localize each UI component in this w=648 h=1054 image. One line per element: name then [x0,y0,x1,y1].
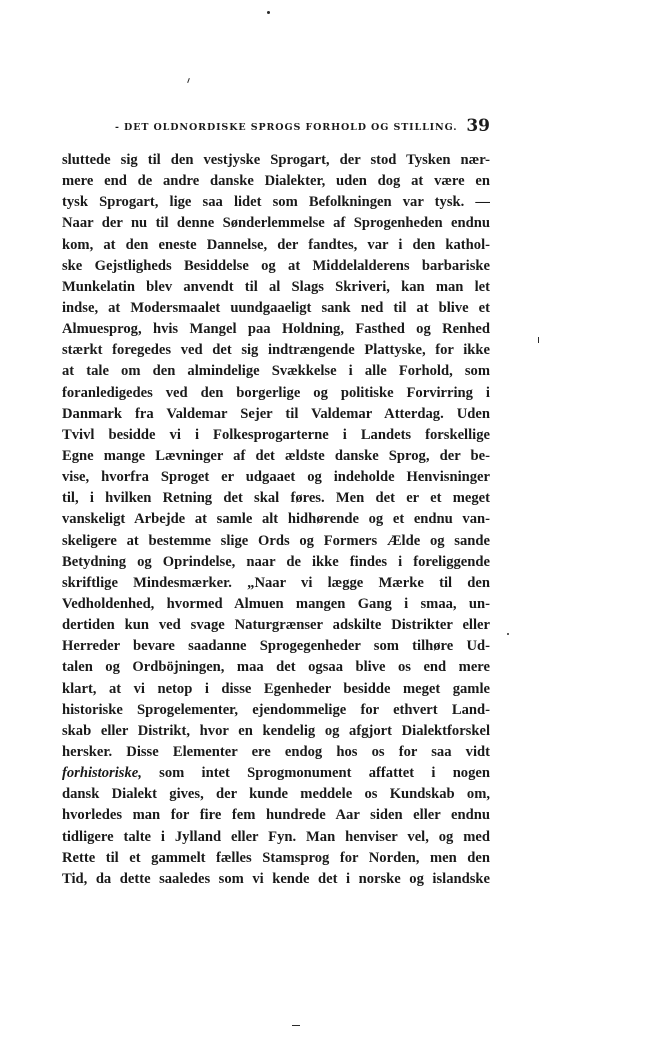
text-line: Vedholdenhed, hvormed Almuen mangen Gang i smaa, un- [62,595,490,612]
text-line: vanskeligt Arbejde at samle alt hidhørende og et endnu van- [62,511,490,528]
text-line: Naar der nu til denne Sønderlemmelse af Sprogenheden endnu [62,215,490,232]
text-line: sluttede sig til den vestjyske Sprogart, der stod Tysken nær- [62,152,490,168]
text-line: hvorledes man for fire fem hundrede Aar siden eller endnu [62,807,490,824]
page-header [115,116,490,140]
text-line: Betydning og Oprindelse, naar de ikke findes i foreliggende [62,553,490,570]
text-line: indse, at Modersmaalet uundgaaeligt sank ned til at blive et [62,299,490,316]
body-text [62,150,490,890]
text-line: klart, at vi netop i disse Egenheder besidde meget gamle [62,680,490,697]
text-line: skab eller Distrikt, hvor en kendelig og afgjort Dialektforskel [62,722,490,739]
text-line: Egne mange Lævninger af det ældste danske Sprog, der be- [62,447,490,464]
text-line: foranledigedes ved den borgerlige og politiske Forvirring i [62,384,490,401]
text-line: skriftlige Mindesmærker. „Naar vi lægge Mærke til den [62,574,490,591]
text-line: talen og Ordböjningen, maa det ogsaa blive os end mere [62,659,490,676]
text-line: skeligere at bestemme slige Ords og Formers Ælde og sande [62,532,490,549]
text-line: at tale om den almindelige Svækkelse i alle Forhold, som [62,363,490,380]
text-line: dansk Dialekt gives, der kunde meddele os Kundskab om, [62,786,490,803]
text-line [62,763,490,784]
ink-speck-right-margin [538,337,539,343]
text-line: Rette til et gammelt fælles Stamsprog for Norden, men den [62,849,490,866]
text-line: stærkt foregedes ved det sig indtrængende Plattyske, for ikke [62,342,490,359]
text-line: dertiden kun ved svage Naturgrænser adskilte Distrikter eller [62,617,490,634]
text-line-rest: som intet Sprogmonument affattet i nogen [159,765,490,782]
ink-speck-upper [187,78,190,83]
text-line: hersker. Disse Elementer ere endog hos os for saa vidt [62,743,490,760]
text-line: tysk Sprogart, lige saa lidet som Befolkningen var tysk. — [62,194,490,211]
text-line: kom, at den eneste Dannelse, der fandtes, var i den kathol- [62,236,490,253]
text-line: Almuesprog, hvis Mangel paa Holdning, Fasthed og Renhed [62,321,490,338]
ink-speck-bottom [292,1025,300,1026]
text-line: til, i hvilken Retning det skal føres. Men det er et meget [62,490,490,507]
text-line: historiske Sprogelementer, ejendommelige for ethvert Land- [62,701,490,718]
text-line: vise, hvorfra Sproget er udgaaet og indeholde Henvisninger [62,469,490,486]
page-number: 39 [466,116,490,136]
text-line: Tvivl besidde vi i Folkesprogarterne i Landets forskellige [62,426,490,443]
ink-speck-right-lower [507,633,509,635]
text-line: tidligere talte i Jylland eller Fyn. Man henviser vel, og med [62,828,490,845]
running-head: - DET OLDNORDISKE SPROGS FORHOLD OG STILLING. [115,122,458,133]
text-line: Herreder bevare saadanne Sprogegenheder som tilhøre Ud- [62,638,490,655]
text-line: ske Gejstligheds Besiddelse og at Middelalderens barbariske [62,257,490,274]
text-line: Danmark fra Valdemar Sejer til Valdemar Atterdag. Uden [62,405,490,422]
text-line: Tid, da dette saaledes som vi kende det i norske og islandske [62,870,490,887]
ink-speck-top [267,11,270,14]
text-line: Munkelatin blev anvendt til al Slags Skriveri, kan man let [62,278,490,295]
text-line: mere end de andre danske Dialekter, uden dog at være en [62,173,490,190]
italic-word: forhistoriske, [62,765,142,782]
